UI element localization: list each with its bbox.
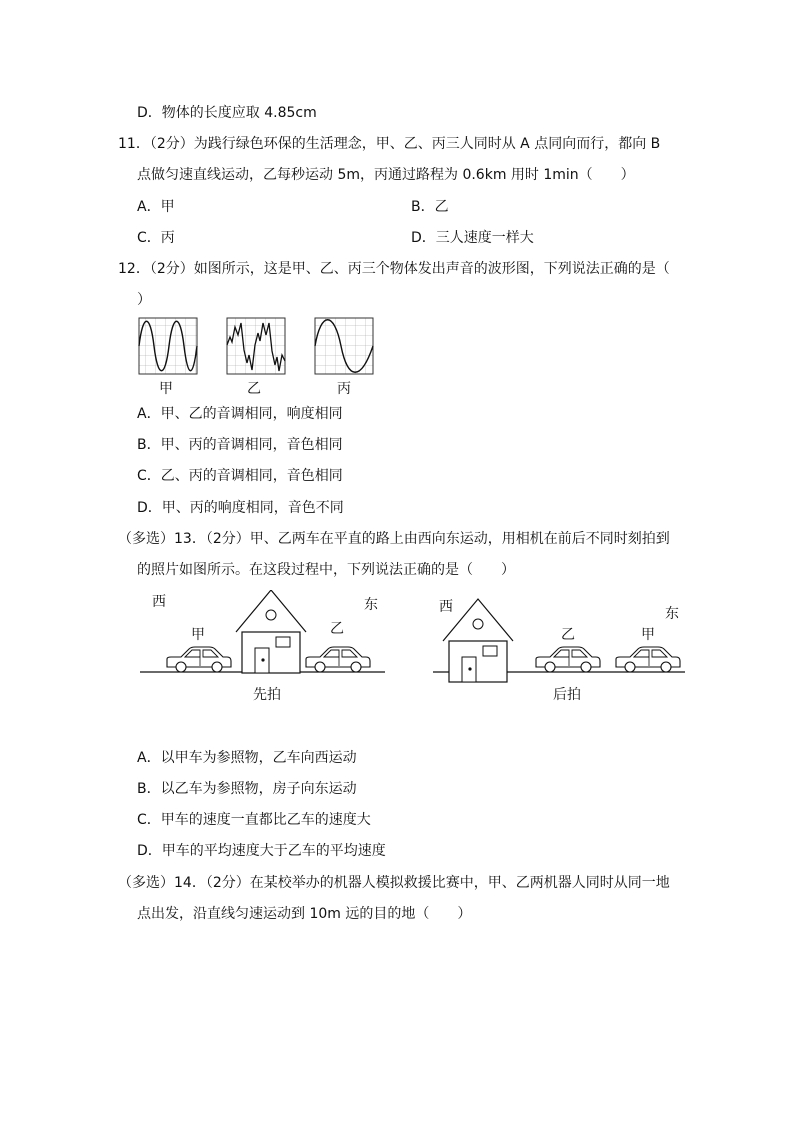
q13-option-d: D．甲车的平均速度大于乙车的平均速度	[137, 843, 386, 859]
q11-option-a: A．甲	[137, 199, 175, 215]
q11-stem-line2: 点做匀速直线运动，乙每秒运动 5m，丙通过路程为 0.6km 用时 1min（ ）	[137, 167, 635, 183]
q12-stem-line1: 12．（2分）如图所示，这是甲、乙、丙三个物体发出声音的波形图，下列说法正确的是（	[118, 261, 670, 277]
scene2-west-label: 西	[439, 599, 453, 615]
q12-option-c: C．乙、丙的音调相同，音色相同	[137, 468, 343, 484]
car-icon-yi	[306, 647, 370, 672]
q12-stem-line2: ）	[137, 292, 151, 308]
q13-option-a: A．以甲车为参照物，乙车向西运动	[137, 750, 357, 766]
q13-stem-line1: （多选）13．（2分）甲、乙两车在平直的路上由西向东运动，用相机在前后不同时刻拍到	[118, 531, 670, 547]
house-icon	[443, 599, 513, 682]
scene2-car-jia-label: 甲	[641, 627, 655, 643]
scene2-car-yi-label: 乙	[561, 627, 575, 643]
scene2-east-label: 东	[665, 606, 679, 622]
q14-stem-line1: （多选）14．（2分）在某校举办的机器人模拟救援比赛中，甲、乙两机器人同时从同一地	[118, 875, 670, 891]
scene-first-shot	[140, 590, 385, 703]
car-icon-jia	[167, 647, 231, 672]
q11-option-d: D．三人速度一样大	[411, 230, 534, 246]
q13-option-b: B．以乙车为参照物，房子向东运动	[137, 781, 357, 797]
waveform-label-bing: 丙	[337, 381, 351, 397]
car-scene-figure	[135, 590, 695, 710]
q13-stem-line2: 的照片如图所示。在这段过程中，下列说法正确的是（ ）	[137, 562, 515, 578]
scene1-west-label: 西	[152, 594, 166, 610]
q14-stem-line2: 点出发，沿直线匀速运动到 10m 远的目的地（ ）	[137, 906, 472, 922]
q12-option-d: D．甲、丙的响度相同，音色不同	[137, 500, 344, 516]
scene1-car-yi-label: 乙	[330, 621, 344, 637]
scene-second-shot	[433, 599, 685, 703]
car-icon-yi	[536, 647, 600, 672]
waveform-yi	[227, 318, 285, 374]
scene1-car-jia-label: 甲	[191, 627, 205, 643]
q11-stem-line1: 11．（2分）为践行绿色环保的生活理念，甲、乙、丙三人同时从 A 点同向而行，都向 B	[118, 136, 661, 152]
house-icon	[236, 590, 306, 673]
q11-option-c: C．丙	[137, 230, 175, 246]
scene1-caption: 先拍	[253, 687, 281, 703]
scene2-caption: 后拍	[553, 687, 581, 703]
waveform-jia	[139, 318, 197, 374]
q13-option-c: C．甲车的速度一直都比乙车的速度大	[137, 812, 371, 828]
q12-option-b: B．甲、丙的音调相同，音色相同	[137, 437, 343, 453]
waveform-label-yi: 乙	[247, 381, 261, 397]
waveform-bing	[315, 318, 373, 374]
q11-option-b: B．乙	[411, 199, 449, 215]
car-icon-jia	[616, 647, 680, 672]
waveform-label-jia: 甲	[159, 381, 173, 397]
scene1-east-label: 东	[364, 597, 378, 613]
q12-option-a: A．甲、乙的音调相同，响度相同	[137, 406, 343, 422]
q10-option-d: D．物体的长度应取 4.85cm	[137, 105, 317, 121]
waveform-figure	[135, 315, 395, 397]
